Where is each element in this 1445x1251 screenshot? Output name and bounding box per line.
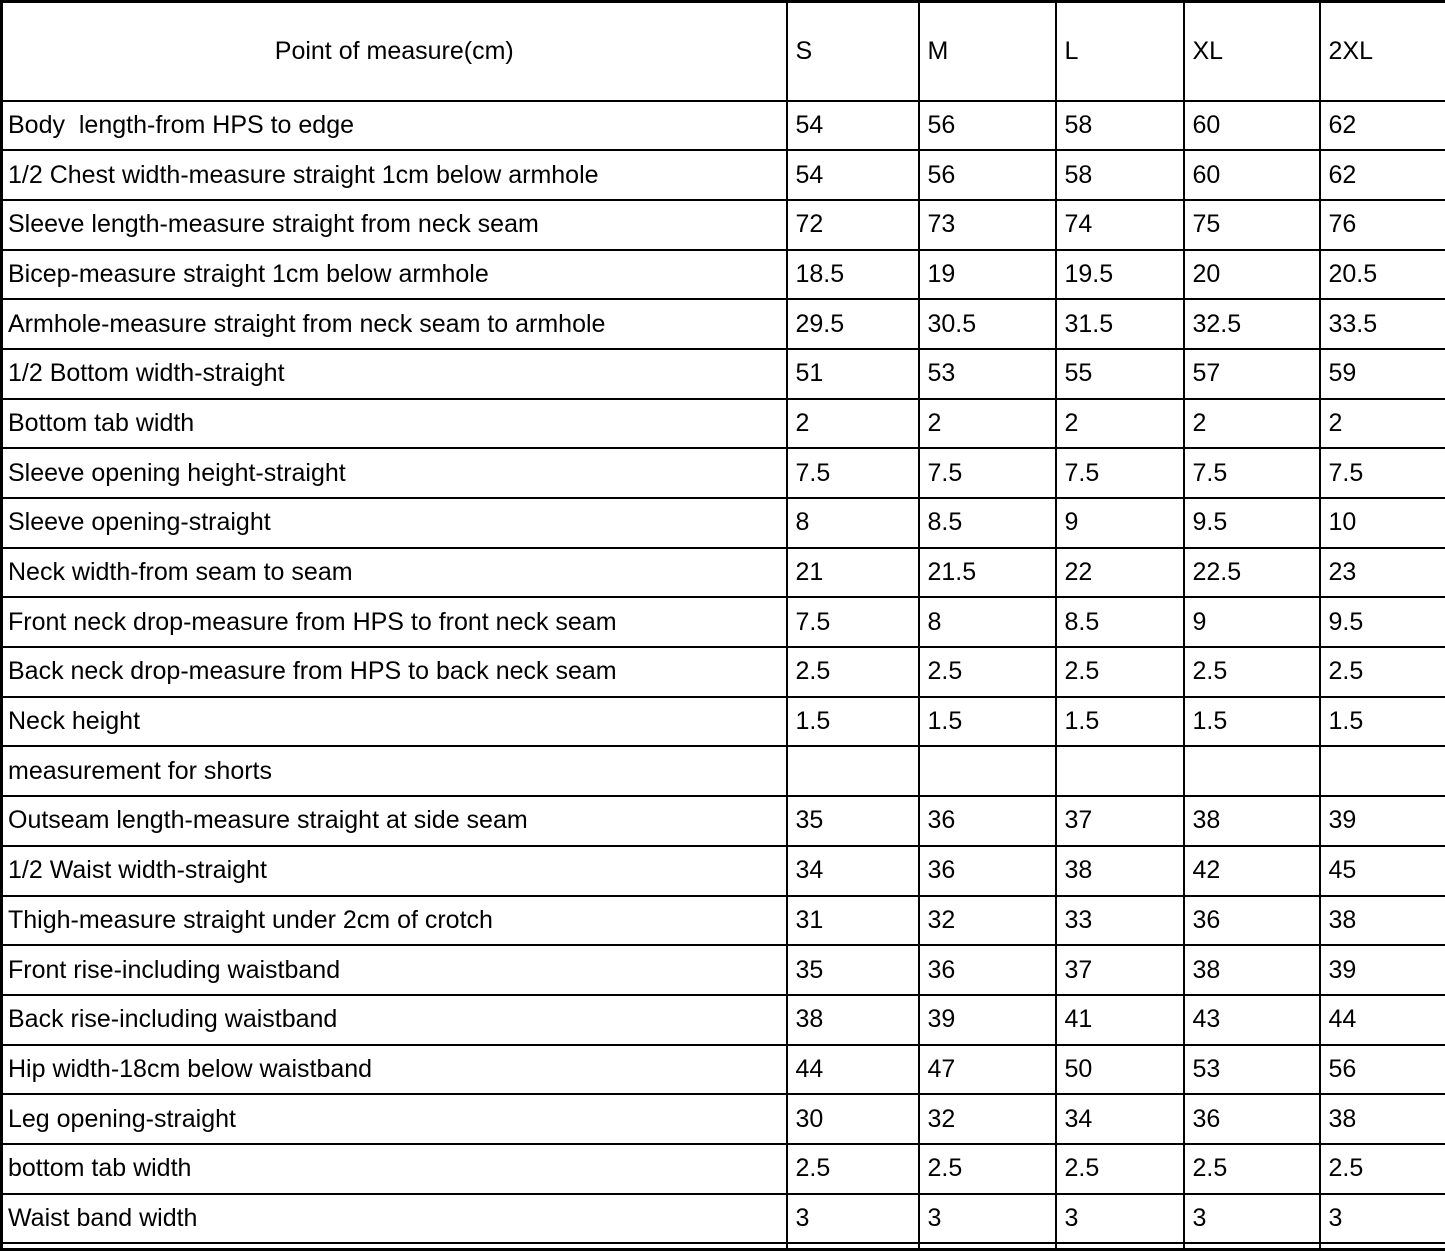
value-cell: 10 — [1320, 498, 1445, 548]
table-row — [2, 498, 1445, 548]
value-cell: 22.5 — [1184, 548, 1320, 598]
value-cell: 37 — [1056, 796, 1184, 846]
value-cell: 75 — [1184, 200, 1320, 250]
value-cell: 32 — [919, 896, 1056, 946]
value-cell: 50 — [1056, 1045, 1184, 1095]
value-cell: 2 — [1056, 399, 1184, 449]
row-label: Sleeve length-measure straight from neck seam — [2, 200, 787, 250]
size-column-header-xl: XL — [1184, 2, 1320, 101]
value-cell: 58 — [1056, 101, 1184, 151]
row-label: Back rise-including waistband — [2, 995, 787, 1045]
value-cell: 2.5 — [1184, 1144, 1320, 1194]
value-cell: 2 — [787, 399, 919, 449]
value-cell: 2.5 — [919, 1144, 1056, 1194]
value-cell: 21.5 — [919, 548, 1056, 598]
value-cell: 7.5 — [787, 597, 919, 647]
value-cell: 62 — [1320, 101, 1445, 151]
value-cell: 2 — [1184, 399, 1320, 449]
value-cell: 38 — [1184, 796, 1320, 846]
value-cell: 43 — [1184, 995, 1320, 1045]
row-label: 1/2 Chest width-measure straight 1cm below armhole — [2, 150, 787, 200]
table-row — [2, 250, 1445, 300]
value-cell: 9.5 — [1320, 597, 1445, 647]
value-cell: 2.5 — [787, 647, 919, 697]
value-cell: 44 — [787, 1045, 919, 1095]
value-cell: 38 — [1184, 945, 1320, 995]
row-label: Bottom tab width — [2, 399, 787, 449]
value-cell: 29.5 — [787, 299, 919, 349]
value-cell: 30.5 — [919, 299, 1056, 349]
value-cell: 36 — [919, 945, 1056, 995]
table-row — [2, 101, 1445, 151]
size-column-header-m: M — [919, 2, 1056, 101]
value-cell: 33.5 — [1320, 299, 1445, 349]
value-cell — [1320, 746, 1445, 796]
value-cell: 34 — [1056, 1094, 1184, 1144]
value-cell: 38 — [787, 995, 919, 1045]
table-row — [2, 299, 1445, 349]
value-cell: 2.5 — [1056, 647, 1184, 697]
value-cell — [787, 746, 919, 796]
value-cell: 19 — [919, 250, 1056, 300]
value-cell: 7.5 — [787, 448, 919, 498]
table-row — [2, 548, 1445, 598]
value-cell: 56 — [919, 150, 1056, 200]
value-cell: 20 — [1184, 250, 1320, 300]
value-cell: 36 — [919, 846, 1056, 896]
value-cell: 23 — [1320, 548, 1445, 598]
row-label: Neck width-from seam to seam — [2, 548, 787, 598]
value-cell: 51 — [787, 349, 919, 399]
value-cell: 21 — [787, 548, 919, 598]
value-cell: 59 — [1320, 349, 1445, 399]
value-cell: 9 — [1184, 597, 1320, 647]
table-row — [2, 896, 1445, 946]
value-cell — [1056, 1243, 1184, 1249]
value-cell: 1.5 — [787, 697, 919, 747]
row-label: Outseam length-measure straight at side seam — [2, 796, 787, 846]
value-cell: 8 — [919, 597, 1056, 647]
table-row — [2, 1045, 1445, 1095]
table-row — [2, 697, 1445, 747]
header-row — [2, 2, 1445, 101]
partial-row — [2, 1243, 1445, 1249]
value-cell: 19.5 — [1056, 250, 1184, 300]
value-cell — [1184, 1243, 1320, 1249]
size-column-header-l: L — [1056, 2, 1184, 101]
value-cell — [787, 1243, 919, 1249]
value-cell: 62 — [1320, 150, 1445, 200]
value-cell: 2.5 — [1320, 647, 1445, 697]
table-row — [2, 349, 1445, 399]
row-label: Front rise-including waistband — [2, 945, 787, 995]
row-label: Sleeve opening-straight — [2, 498, 787, 548]
table-row — [2, 399, 1445, 449]
table-row — [2, 1094, 1445, 1144]
value-cell: 31.5 — [1056, 299, 1184, 349]
value-cell: 7.5 — [1320, 448, 1445, 498]
row-label: Neck height — [2, 697, 787, 747]
table-body — [2, 101, 1445, 1250]
table-row — [2, 796, 1445, 846]
value-cell: 33 — [1056, 896, 1184, 946]
value-cell: 8 — [787, 498, 919, 548]
value-cell: 2.5 — [1320, 1144, 1445, 1194]
row-label: 1/2 Waist width-straight — [2, 846, 787, 896]
value-cell: 34 — [787, 846, 919, 896]
row-label: measurement for shorts — [2, 746, 787, 796]
value-cell: 38 — [1320, 896, 1445, 946]
table-row — [2, 945, 1445, 995]
value-cell: 30 — [787, 1094, 919, 1144]
value-cell: 54 — [787, 150, 919, 200]
value-cell: 35 — [787, 796, 919, 846]
value-cell: 36 — [919, 796, 1056, 846]
row-label: Waist band width — [2, 1194, 787, 1244]
value-cell: 58 — [1056, 150, 1184, 200]
table-row — [2, 846, 1445, 896]
value-cell: 60 — [1184, 150, 1320, 200]
table-row — [2, 647, 1445, 697]
value-cell: 56 — [1320, 1045, 1445, 1095]
value-cell: 7.5 — [1184, 448, 1320, 498]
value-cell: 38 — [1056, 846, 1184, 896]
value-cell: 9 — [1056, 498, 1184, 548]
table-row — [2, 597, 1445, 647]
row-label: 1/2 Bottom width-straight — [2, 349, 787, 399]
value-cell: 37 — [1056, 945, 1184, 995]
value-cell: 2 — [919, 399, 1056, 449]
value-cell: 55 — [1056, 349, 1184, 399]
size-column-header-2xl: 2XL — [1320, 2, 1445, 101]
value-cell: 2.5 — [919, 647, 1056, 697]
value-cell: 47 — [919, 1045, 1056, 1095]
value-cell: 1.5 — [919, 697, 1056, 747]
table-row — [2, 200, 1445, 250]
row-label — [2, 1243, 787, 1249]
value-cell — [1056, 746, 1184, 796]
value-cell: 41 — [1056, 995, 1184, 1045]
value-cell: 56 — [919, 101, 1056, 151]
value-cell: 9.5 — [1184, 498, 1320, 548]
value-cell — [919, 1243, 1056, 1249]
value-cell: 74 — [1056, 200, 1184, 250]
value-cell: 35 — [787, 945, 919, 995]
value-cell: 2.5 — [1184, 647, 1320, 697]
value-cell: 2 — [1320, 399, 1445, 449]
value-cell: 8.5 — [1056, 597, 1184, 647]
table-header — [2, 2, 1445, 101]
row-label: bottom tab width — [2, 1144, 787, 1194]
value-cell: 22 — [1056, 548, 1184, 598]
value-cell: 3 — [919, 1194, 1056, 1244]
measure-column-header: Point of measure(cm) — [2, 2, 787, 101]
value-cell: 54 — [787, 101, 919, 151]
row-label: Hip width-18cm below waistband — [2, 1045, 787, 1095]
value-cell: 53 — [919, 349, 1056, 399]
table-row — [2, 995, 1445, 1045]
value-cell: 39 — [1320, 796, 1445, 846]
value-cell: 31 — [787, 896, 919, 946]
value-cell: 7.5 — [1056, 448, 1184, 498]
value-cell: 44 — [1320, 995, 1445, 1045]
value-cell: 39 — [919, 995, 1056, 1045]
value-cell: 3 — [1320, 1194, 1445, 1244]
value-cell: 1.5 — [1056, 697, 1184, 747]
value-cell: 2.5 — [787, 1144, 919, 1194]
value-cell: 53 — [1184, 1045, 1320, 1095]
value-cell: 73 — [919, 200, 1056, 250]
table-row — [2, 1194, 1445, 1244]
value-cell: 45 — [1320, 846, 1445, 896]
value-cell: 32 — [919, 1094, 1056, 1144]
row-label: Front neck drop-measure from HPS to front neck seam — [2, 597, 787, 647]
value-cell: 39 — [1320, 945, 1445, 995]
value-cell: 32.5 — [1184, 299, 1320, 349]
size-column-header-s: S — [787, 2, 919, 101]
row-label: Bicep-measure straight 1cm below armhole — [2, 250, 787, 300]
table-row — [2, 150, 1445, 200]
value-cell: 76 — [1320, 200, 1445, 250]
value-cell: 3 — [1184, 1194, 1320, 1244]
row-label: Sleeve opening height-straight — [2, 448, 787, 498]
table-row — [2, 746, 1445, 796]
row-label: Armhole-measure straight from neck seam to armhole — [2, 299, 787, 349]
value-cell: 72 — [787, 200, 919, 250]
row-label: Thigh-measure straight under 2cm of crotch — [2, 896, 787, 946]
value-cell — [1320, 1243, 1445, 1249]
value-cell: 8.5 — [919, 498, 1056, 548]
table-row — [2, 448, 1445, 498]
value-cell: 57 — [1184, 349, 1320, 399]
value-cell: 36 — [1184, 896, 1320, 946]
row-label: Body length-from HPS to edge — [2, 101, 787, 151]
value-cell: 42 — [1184, 846, 1320, 896]
value-cell: 20.5 — [1320, 250, 1445, 300]
row-label: Back neck drop-measure from HPS to back neck seam — [2, 647, 787, 697]
row-label: Leg opening-straight — [2, 1094, 787, 1144]
value-cell: 1.5 — [1184, 697, 1320, 747]
value-cell: 18.5 — [787, 250, 919, 300]
value-cell — [919, 746, 1056, 796]
value-cell: 7.5 — [919, 448, 1056, 498]
value-cell: 1.5 — [1320, 697, 1445, 747]
value-cell: 3 — [787, 1194, 919, 1244]
value-cell: 2.5 — [1056, 1144, 1184, 1194]
value-cell: 36 — [1184, 1094, 1320, 1144]
value-cell: 60 — [1184, 101, 1320, 151]
table-row — [2, 1144, 1445, 1194]
value-cell — [1184, 746, 1320, 796]
value-cell: 38 — [1320, 1094, 1445, 1144]
value-cell: 3 — [1056, 1194, 1184, 1244]
